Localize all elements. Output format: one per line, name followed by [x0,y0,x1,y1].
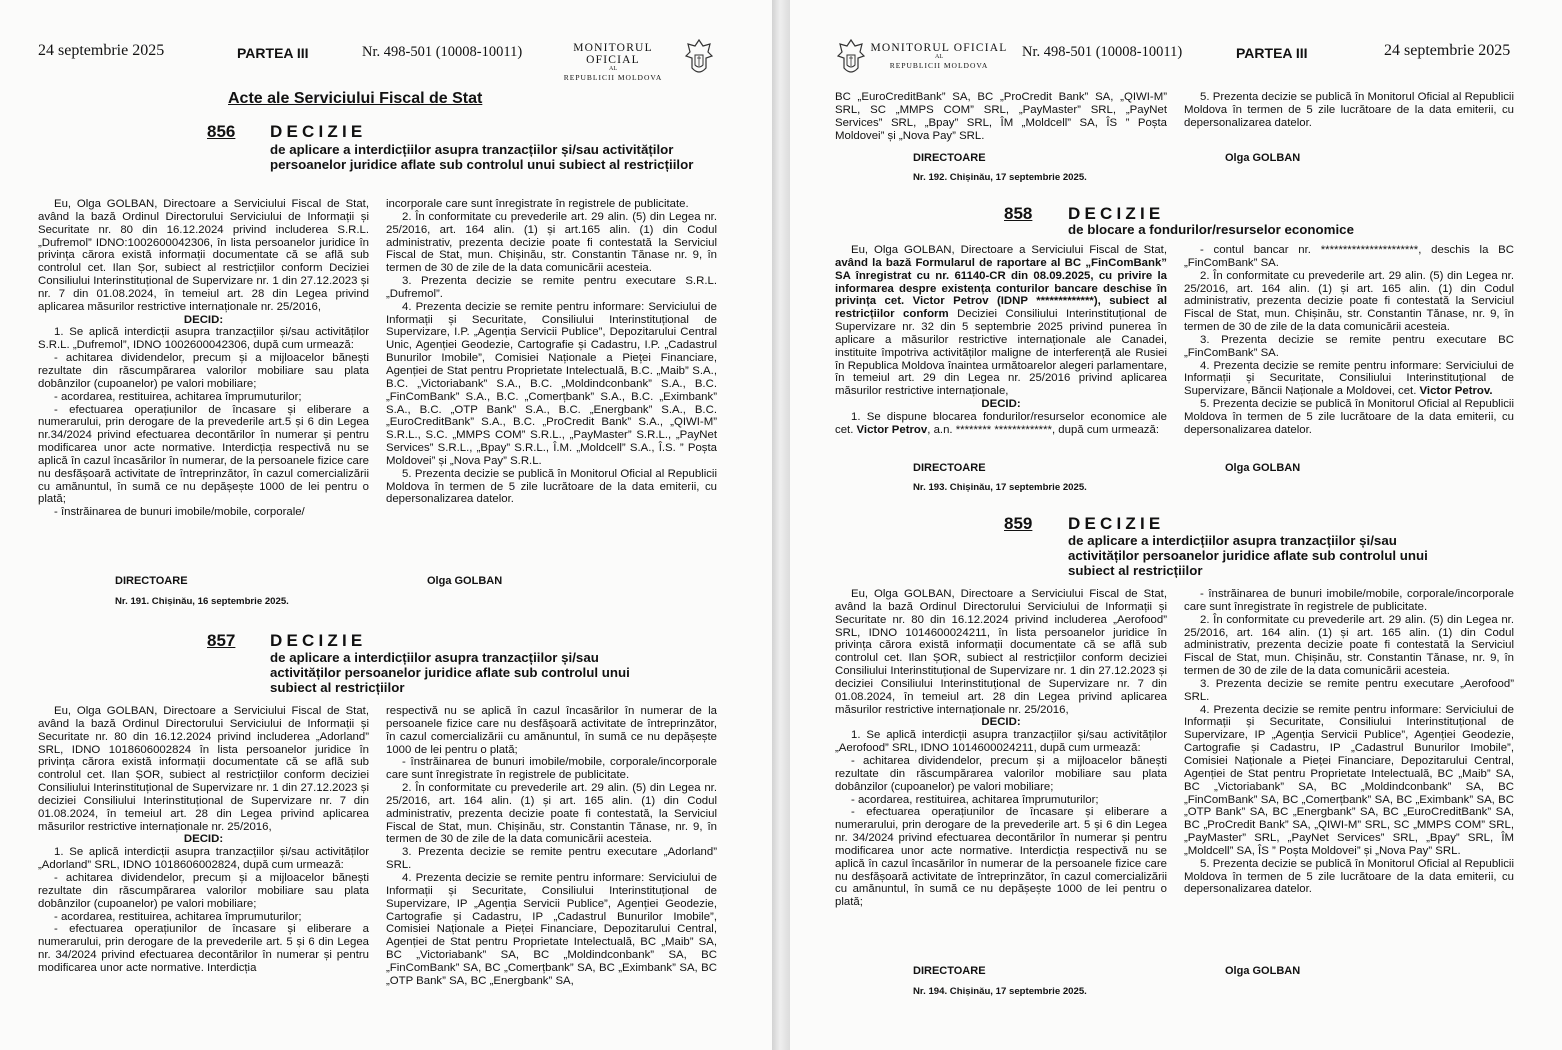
paragraph: 3. Prezenta decizie se remite pentru executare „Adorland” SRL. [386,846,717,872]
person-name: Victor Petrov. [1419,385,1493,398]
section-title: Acte ale Serviciului Fiscal de Stat [228,90,483,107]
paragraph: incorporale care sunt înregistrate în registrele de publicitate. [386,198,689,210]
decision-number-859: 859 [1004,514,1033,533]
decision-858-column-1 [835,244,1167,437]
paragraph-text: 1. Se dispune blocarea fondurilor/resurselor economice ale cet. [835,410,1167,436]
decision-859-column-1 [835,588,1167,909]
paragraph: respectivă nu se aplică în cazul încasărilor în numerar de la persoanele fizice care nu desfășoară activitate de întreprinzător, în cazul comercializării cu amănuntul, în sumă ce nu depășește 1000 de lei pentru o plată; [386,705,717,756]
decision-856-column-2 [386,198,717,506]
decision-859-column-2 [1184,588,1514,896]
decid-label: DECID: [183,833,224,846]
paragraph-text-continued: , a.n. ******** *************, după cum urmează: [927,423,1159,436]
list-item: - achitarea dividendelor, precum și a mijloacelor bănești rezultate din răscumpărarea valorilor mobiliare sau plata dobânzilor (cupoanelor) pe valori mobiliare; [38,871,369,910]
header-date: 24 septembrie 2025 [38,42,165,59]
decision-heading-859: DECIZIE [1068,514,1165,533]
masthead-line1: MONITORUL OFICIAL [573,42,653,66]
coat-of-arms-icon [684,38,714,78]
paragraph: 4. Prezenta decizie se remite pentru informare: Serviciului de Informații și Securitate, Consiliului Interinstituțional de Supervizare, IP „Agenția Servicii Publice”, Agenției Geodezie, Cartografie și Cadastru, IP „Cadastrul Bunurilor Imobile”, Comisiei Naționale a Pieței Financiare, Depozitarului Central, Agenției de Stat pentru Proprietate Intelectuală, BC „Maib” SA, BC „Victoriabank” SA, BC „Moldindconbank” SA, BC „FinComBank” SA, BC „Comerțbank” SA, BC „Eximbank” SA, BC „OTP Bank” SA, BC „Energbank” SA, BC „EuroCreditBank” SA, BC „ProCredit Bank” SA, „QIWI-M” SRL, SC „MMPS COM” SRL, „PayMaster” SRL, „PayNet Services” SRL, „Bpay” SRL, ÎM „Moldcell” SA, ÎS ” Poșta Moldovei” și „Nova Pay” SRL. [1184,703,1514,857]
list-item: - înstrăinarea de bunuri imobile/mobile, corporale/incorporale care sunt înregistrate în registrele de publicitate. [386,756,717,782]
list-item: - contul bancar nr. **********************, deschis la BC „FinComBank” SA. [1184,244,1514,269]
paragraph: 4. Prezenta decizie se remite pentru informare: Serviciului de Informații și Securitate, Consiliului Interinstituțional de Supervizare, I.P. „Agenția Servicii Publice”, Depozitarului Central Unic, Agenției Geodezie, Cartografie și Cadastru, I.P. „Cadastrul Bunurilor Imobile”, Comisiei Naționale a Pieței Financiare, Agenției de Stat pentru Proprietate Intelectuală, B.C. „Maib” S.A., B.C. „Victoriabank” S.A., B.C. „Moldindconbank” S.A., B.C. „FinComBank” S.A., B.C. „Comerțbank” S.A., B.C. „Eximbank” S.A., B.C. „OTP Bank” S.A., B.C. „Energbank” S.A., B.C. „EuroCreditBank” S.A., B.C. „ProCredit Bank” S.A., „QIWI-M” S.R.L., S.C. „MMPS COM” S.R.L., „PayMaster” S.R.L., „PayNet Services” S.R.L., „Bpay” S.R.L., Î.M. „Moldcell” S.A., Î.S. ” Poșta Moldovei” și „Nova Pay” S.R.L. [386,300,717,467]
preamble-bold-text: având la bază Formularul de raportare al BC „FinComBank” SA înregistrat cu nr. 61140-CR din 08.09.2025, cu privire la informarea despre existența conturilor bancare deschise în privința cet. Victor Petrov (IDNP *************), subiect al restricțiilor conform [835,256,1167,321]
signature-role: DIRECTOARE [913,462,986,474]
decision-subtitle-857: de aplicare a interdicțiilor asupra tranzacțiilor și/sau activităților persoanelor juridice aflate sub controlul unui subiect al restricțiilor [270,650,630,696]
list-item: - acordarea, restituirea, achitarea împrumuturilor; [54,910,302,923]
paragraph: 1. Se aplică interdicții asupra tranzacțiilor și/sau activităților S.R.L. „Dufremol”, IDNO 1002600042306, după cum urmează: [38,326,369,352]
decid-label: DECID: [981,398,1021,411]
paragraph: 2. În conformitate cu prevederile art. 29 alin. (5) din Legea nr. 25/2016, art. 164 alin. (1) și art. 165 alin. (1) din Codul administrativ, prezenta decizie poate fi contestată la Serviciul Fiscal de Stat, mun. Chișinău, str. Constantin Tănase, nr. 9, în termen de 30 de zile de la data comunicării acesteia. [1184,613,1514,678]
signature-name: Olga GOLBAN [1225,965,1301,977]
coat-of-arms-icon [836,38,866,78]
preamble [835,244,1167,398]
decision-858-column-2 [1184,244,1514,437]
paragraph: 5. Prezenta decizie se publică în Monitorul Oficial al Republicii Moldova în termen de 5 zile lucrătoare de la data emiterii, cu depersonalizarea datelor. [1184,398,1514,436]
decision-857-column-1 [38,705,369,975]
paragraph: 3. Prezenta decizie se remite pentru executare „Aerofood” SRL. [1184,677,1514,703]
masthead-line2: AL [609,66,617,72]
decision-heading-857: DECIZIE [270,631,367,650]
paragraph: 3. Prezenta decizie se remite pentru executare S.R.L. „Dufremol”. [386,275,717,300]
paragraph: 3. Prezenta decizie se remite pentru executare BC „FinComBank” SA. [1184,333,1514,359]
paragraph-text: 4. Prezenta decizie se remite pentru informare: Serviciului de Informații și Securitate, Consiliului Interinstituțional de Supervizare, Băncii Naționale a Moldovei, cet. [1184,359,1514,398]
decision-857-continuation-column-2 [1184,91,1514,130]
preamble-text-continued: Deciziei Consiliului Interinstituțional de Supervizare nr. 32 din 5 septembrie 2025 privind punerea în aplicare a măsurilor restrictive internaționale ale Canadei, instituite împotriva activităților maligne de interferență ale Rusiei în Republica Moldova înaintea următoarelor alegeri parlamentare, în temeiul art. 29 din Legea nr. 25/2016 privind aplicarea măsurilor restrictive internaționale, [835,308,1167,398]
decid-label: DECID: [981,716,1021,729]
decid-label: DECID: [183,313,224,326]
preamble: Eu, Olga GOLBAN, Directoare a Serviciului Fiscal de Stat, având la bază Ordinul Directorului Serviciului de Informații și Securitate nr. 80 din 16.12.2024 privind includerea S.R.L. „Dufremol” IDNO:1002600042306, în lista persoanelor juridice în privința cărora există informații documentate că se află sub controlul cet. Ilan Șor, subiect al restricțiilor conform Deciziei Consiliului Interinstituțional de Supervizare nr. 1 din 27.12.2023 și nr. 7 din 01.08.2024, în temeiul art. 28 din Legea privind aplicarea măsurilor restrictive internaționale nr. 25/2016, [38,198,369,313]
list-item: - achitarea dividendelor, precum și a mijloacelor bănești rezultate din răscumpărarea valorilor mobiliare sau plata dobânzilor (cupoanelor) pe valori mobiliare; [38,352,369,390]
running-header [790,36,1562,88]
header-issue-number: Nr. 498-501 (10008-10011) [1022,44,1183,60]
list-item: - înstrăinarea de bunuri imobile/mobile, corporale/incorporale care sunt înregistrate în registrele de publicitate. [1184,588,1514,613]
list-item: - acordarea, restituirea, achitarea împrumuturilor; [851,793,1099,806]
person-name: Victor Petrov [856,423,928,436]
header-partea: PARTEA III [1236,45,1308,61]
signature-name: Olga GOLBAN [1225,462,1301,474]
book-gutter [772,0,790,1050]
paragraph: 5. Prezenta decizie se publică în Monitorul Oficial al Republicii Moldova în termen de 5 zile lucrătoare de la data emiterii, cu depersonalizarea datelor. [386,467,717,506]
paragraph [1184,360,1514,399]
decision-reference-line: Nr. 194. Chișinău, 17 septembrie 2025. [913,986,1087,997]
decision-number-857: 857 [207,631,236,650]
decision-subtitle-856: de aplicare a interdicțiilor asupra tranzacțiilor și/sau activităților persoanelor juridice aflate sub controlul unui subiect al restricțiilor [270,142,694,173]
decision-number-858: 858 [1004,204,1033,223]
paragraph: 2. În conformitate cu prevederile art. 29 alin. (5) din Legea nr. 25/2016, art. 164 alin. (1) și art.165 alin. (1) din Codul administrativ, prezenta decizie poate fi contestată la Serviciul Fiscal de Stat, mun. Chișinău, str. Constantin Tănase nr. 9, în termen de 30 de zile de la data comunicării acesteia. [386,210,717,275]
masthead-line3: REPUBLICII MOLDOVA [889,61,989,70]
preamble: Eu, Olga GOLBAN, Directoare a Serviciului Fiscal de Stat, având la bază Ordinul Directorului Serviciului de Informații și Securitate nr. 80 din 16.12.2024 privind includerea „Adorland” SRL, IDNO 1018606002824 în lista persoanelor juridice în privința cărora există informații documentate că se află sub controlul cet. Ilan ȘOR, subiect al restricțiilor conform deciziei Consiliului Interinstituțional de Supervizare nr. 1 din 27.12.2023 și deciziei Consiliului Interinstituțional de Supervizare nr. 7 din 01.08.2024, în temeiul art. 28 din Legea privind aplicarea măsurilor restrictive internaționale nr. 25/2016, [38,705,369,833]
right-page [790,0,1562,1050]
list-item: - efectuarea operațiunilor de încasare și eliberare a numerarului, prin derogare de la prevederile art. 5 și 6 din Legea nr. 34/2024 privind efectuarea decontărilor în numerar și pentru modificarea unor acte normative. Interdicția [38,923,369,974]
signature-role: DIRECTOARE [913,965,986,977]
list-item: - achitarea dividendelor, precum și a mijloacelor bănești rezultate din răscumpărarea valorilor mobiliare sau plata dobânzilor (cupoanelor) pe valori mobiliare; [835,754,1167,793]
header-issue-number: Nr. 498-501 (10008-10011) [362,44,523,60]
paragraph [835,411,1167,437]
signature-role: DIRECTOARE [115,575,188,587]
paragraph: 1. Se aplică interdicții asupra tranzacțiilor și/sau activităților „Adorland” SRL, IDNO 1018606002824, după cum urmează: [38,846,369,872]
decision-reference-line: Nr. 193. Chișinău, 17 septembrie 2025. [913,482,1087,493]
left-page [0,0,772,1050]
decision-subtitle-859: de aplicare a interdicțiilor asupra tranzacțiilor și/sau activităților persoanelor juridice aflate sub controlul unui subiect al restricțiilor [1068,533,1428,579]
list-item: - acordarea, restituirea, achitarea împrumuturilor; [54,390,302,403]
preamble-text: Eu, Olga GOLBAN, Directoare a Serviciului Fiscal de Stat, [851,244,1167,256]
paragraph: 2. În conformitate cu prevederile art. 29 alin. (5) din Legea nr. 25/2016, art. 164 alin. (1) și art. 165 alin. (1) din Codul administrativ, prezenta decizie poate fi contestată la Serviciul Fiscal de Stat, mun. Chișinău, str. Constantin Tănase, nr. 9, în termen de 30 de zile de la data comunicării acesteia. [1184,269,1514,334]
monitorul-oficial-masthead [545,42,681,82]
decision-subtitle-858: de blocare a fondurilor/resurselor economice [1068,222,1354,237]
signature-name: Olga GOLBAN [427,575,503,587]
paragraph: 5. Prezenta decizie se publică în Monitorul Oficial al Republicii Moldova în termen de 5 zile lucrătoare de la data emiterii, cu depersonalizarea datelor. [1184,857,1514,896]
decision-reference-line: Nr. 191. Chișinău, 16 septembrie 2025. [115,596,289,607]
decision-857-column-2 [386,705,717,988]
masthead-line3: REPUBLICII MOLDOVA [563,73,663,82]
preamble: Eu, Olga GOLBAN, Directoare a Serviciului Fiscal de Stat, având la bază Ordinul Directorului Serviciului de Informații și Securitate nr. 80 din 16.12.2024 privind includerea „Aerofood” SRL, IDNO 1014600024211, în lista persoanelor juridice în privința cărora există informații documentate că se află sub controlul cet. Ilan ȘOR, subiect al restricțiilor conform deciziei Consiliului Interinstituțional de Supervizare nr. 1 din 27.12.2023 și deciziei Consiliului Interinstituțional de Supervizare nr. 7 din 01.08.2024, în temeiul art. 28 din Legea privind aplicarea măsurilor restrictive internaționale nr. 25/2016, [835,588,1167,716]
paragraph: 1. Se aplică interdicții asupra tranzacțiilor și/sau activităților „Aerofood” SRL, IDNO 1014600024211, după cum urmează: [835,729,1167,755]
decision-number-856: 856 [207,122,236,141]
signature-name: Olga GOLBAN [1225,152,1301,164]
header-date: 24 septembrie 2025 [1384,42,1511,59]
paragraph: BC „EuroCreditBank” SA, BC „ProCredit Bank” SA, „QIWI-M” SRL, SC „MMPS COM” SRL, „PayMaster” SRL, „PayNet Services” SRL, „Bpay” SRL, ÎM „Moldcell” SA, ÎS ” Poșta Moldovei” și „Nova Pay” SRL. [835,91,1167,142]
decision-856-column-1 [38,198,369,519]
signature-role: DIRECTOARE [913,152,986,164]
list-item: - înstrăinarea de bunuri imobile/mobile, corporale/ [54,506,305,519]
masthead-line2: AL [935,54,943,60]
list-item: - efectuarea operațiunilor de încasare și eliberare a numerarului, prin derogare de la prevederile art. 5 și 6 din Legea nr. 34/2024 privind efectuarea decontărilor în numerar și pentru modificarea unor acte normative. Interdicția respectivă nu se aplică în cazul încasărilor în numerar de la persoanele fizice care nu desfășoară activitate de întreprinzător, în cazul comercializării cu amănuntul, în sumă ce nu depășește 1000 de lei pentru o plată; [835,806,1167,909]
decision-857-continuation-column-1 [835,91,1167,142]
decision-heading-858: DECIZIE [1068,204,1165,223]
decision-heading-856: DECIZIE [270,122,367,141]
running-header [0,36,772,88]
monitorul-oficial-masthead [870,42,1008,70]
paragraph: 5. Prezenta decizie se publică în Monitorul Oficial al Republicii Moldova în termen de 5 zile lucrătoare de la data emiterii, cu depersonalizarea datelor. [1184,91,1514,129]
list-item: - efectuarea operațiunilor de încasare și eliberare a numerarului, prin derogare de la prevederile art.5 și 6 din Legea nr.34/2024 privind efectuarea decontărilor în numerar și pentru modificarea unor acte normative. Interdicția respectivă nu se aplică în cazul încasărilor în numerar, de la persoanele fizice care nu desfășoară activitate de întreprinzător, în cazul comercializării cu amănuntul, în sumă ce nu depășește 1000 de lei pentru o plată; [38,403,369,506]
paragraph: 4. Prezenta decizie se remite pentru informare: Serviciului de Informații și Securitate, Consiliului Interinstituțional de Supervizare, IP „Agenția Servicii Publice”, Agenției Geodezie, Cartografie și Cadastru, IP „Cadastrul Bunurilor Imobile”, Comisiei Naționale a Pieței Financiare, Depozitarului Central, Agenției de Stat pentru Proprietate Intelectuală, BC „Maib” SA, BC „Victoriabank” SA, BC „Moldindconbank” SA, BC „FinComBank” SA, BC „Comerțbank” SA, BC „Eximbank” SA, BC „OTP Bank” SA, BC „Energbank” SA, [386,871,717,987]
decision-reference-line: Nr. 192. Chișinău, 17 septembrie 2025. [913,172,1087,183]
header-partea: PARTEA III [237,45,309,61]
paragraph: 2. În conformitate cu prevederile art. 29 alin. (5) din Legea nr. 25/2016, art. 164 alin. (1) și art. 165 alin. (1) din Codul administrativ, prezenta decizie poate fi contestată, la Serviciul Fiscal de Stat, mun. Chișinău, str. Constantin Tănase, nr. 9, în termen de 30 de zile de la data comunicării acesteia. [386,782,717,846]
masthead-line1: MONITORUL OFICIAL [870,42,1008,54]
